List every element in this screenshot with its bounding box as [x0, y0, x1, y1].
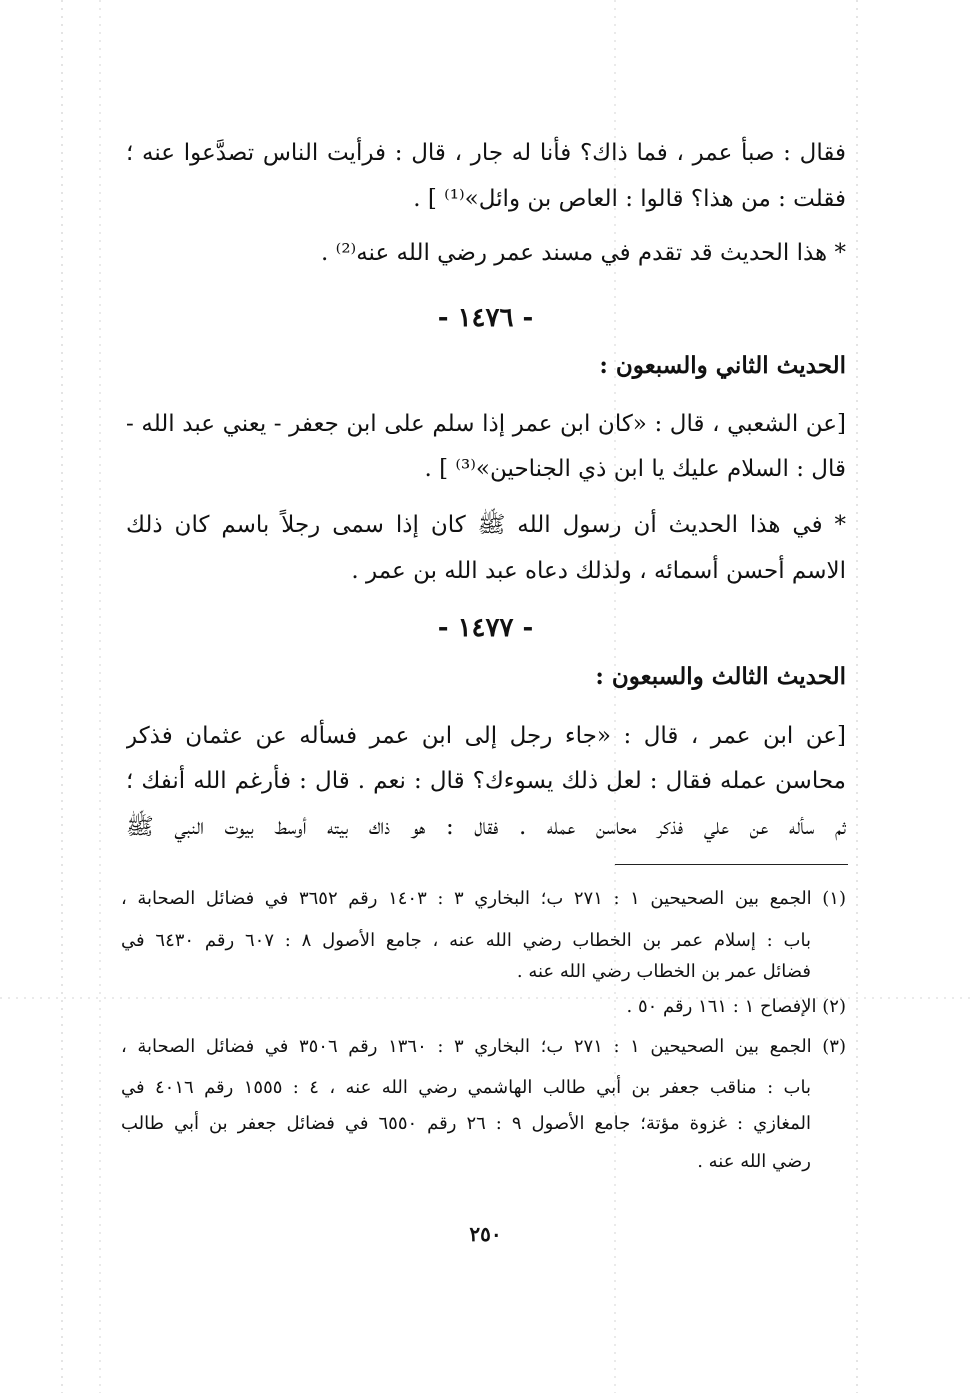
footnote-1-line-2: باب : إسلام عمر بن الخطاب رضي الله عنه ، جامع الأصول ٨ : ٦٠٧ رقم ٦٤٣٠ في	[121, 930, 811, 951]
hadith-1477-line-1: [عن ابن عمر ، قال : «جاء رجل إلى ابن عمر فسأله عن عثمان فذكر	[126, 723, 846, 749]
hadith-number-1477: - ١٤٧٧ -	[437, 613, 534, 643]
hadith-1476-line-4: الاسم أحسن أسمائه ، ولذلك دعاه عبد الله بن عمر .	[351, 558, 846, 584]
main-line-2: فقلت : من هذا؟ قالوا : العاص بن وائل»⁽¹⁾ ] .	[413, 186, 846, 212]
hadith-1476-heading: الحديث الثاني والسبعون :	[599, 352, 846, 379]
footnote-1-line-3: فضائل عمر بن الخطاب رضي الله عنه .	[516, 961, 811, 982]
hadith-1476-line-1: [عن الشعبي ، قال : «كان ابن عمر إذا سلم على ابن جعفر - يعني عبد الله -	[126, 411, 846, 437]
footnote-2-line-1: (٢) الإفصاح ١ : ١٦١ رقم ٥٠ .	[626, 996, 846, 1017]
main-line-3: * هذا الحديث قد تقدم في مسند عمر رضي الله عنه⁽²⁾ .	[321, 240, 846, 266]
footnote-3-line-2: باب : مناقب جعفر بن أبي طالب الهاشمي رضي الله عنه ، ٤ : ١٥٥٥ رقم ٤٠١٦ في	[121, 1077, 811, 1098]
footnote-1-line-1: (١) الجمع بين الصحيحين ١ : ٢٧١ ب؛ البخاري ٣ : ١٤٠٣ رقم ٣٦٥٢ في فضائل الصحابة ،	[121, 888, 846, 909]
footnote-separator	[615, 864, 848, 865]
hadith-1477-heading: الحديث الثالث والسبعون :	[595, 663, 846, 690]
hadith-1477-line-3: ثم سأله عن علي فذكر محاسن عمله . فقال : هو ذاك بيته أوسط بيوت النبي ﷺ	[126, 814, 846, 840]
hadith-number-1476: - ١٤٧٦ -	[437, 303, 534, 333]
page-number: ٢٥٠	[469, 1222, 502, 1246]
hadith-1476-line-3: * في هذا الحديث أن رسول الله ﷺ كان إذا سمى رجلاً باسم كان ذلك	[126, 512, 846, 538]
main-line-1: فقال : صبأ عمر ، فما ذاك؟ فأنا له جار ، قال : فرأيت الناس تصدَّعوا عنه ؛	[126, 140, 846, 166]
footnote-3-line-1: (٣) الجمع بين الصحيحين ١ : ٢٧١ ب؛ البخاري ٣ : ١٣٦٠ رقم ٣٥٠٦ في فضائل الصحابة ،	[121, 1036, 846, 1057]
hadith-1476-line-2: قال : السلام عليك يا ابن ذي الجناحين»⁽³⁾ ] .	[424, 456, 846, 482]
footnote-3-line-3: المغازي : غزوة مؤتة؛ جامع الأصول ٩ : ٢٦ رقم ٦٥٥٠ في فضائل جعفر بن أبي طالب	[121, 1113, 811, 1134]
hadith-1477-line-2: محاسن عمله فقال : لعل ذلك يسوءك؟ قال : نعم . قال : فأرغم الله أنفك ؛	[126, 768, 846, 794]
footnote-3-line-4: رضي الله عنه .	[697, 1151, 811, 1172]
